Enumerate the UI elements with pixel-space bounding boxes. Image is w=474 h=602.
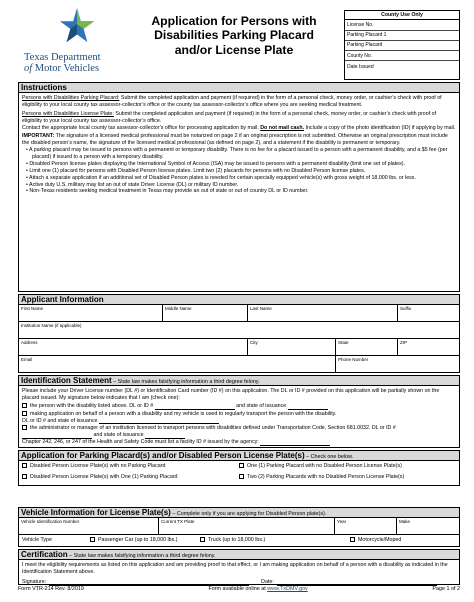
checkbox-plates-no-placard[interactable]	[22, 463, 27, 468]
email-field[interactable]: Email	[19, 356, 336, 372]
bullet-item: • Non-Texas residents seeking medical treatment in Texas may provide an out of state or out of country DL or ID number.	[26, 188, 309, 195]
identification-facility-line: Chapter 242, 246, or 247 of the Health and Safety Code must list a facility ID # issued by the agency:	[22, 439, 456, 446]
agency-name-line1: Texas Department	[24, 52, 101, 63]
date-label: Date:	[261, 578, 274, 585]
identification-option-behalf: making application on behalf of a person with a disability and my vehicle is used to regularly transport the person with the disability.	[22, 411, 456, 418]
county-field-placard-1[interactable]: Parking Placard 1	[345, 31, 459, 41]
certification-signature-row	[22, 579, 456, 586]
option-plates-one-placard[interactable]: Disabled Person License Plate(s) with One (1) Parking Placard	[22, 474, 239, 483]
checkbox-motorcycle[interactable]	[350, 537, 355, 542]
certification-body	[18, 560, 460, 585]
vehicle-type-truck[interactable]: Truck (up to 18,000 lbs.)	[200, 537, 350, 543]
vehicle-type-label: Vehicle Type	[22, 537, 52, 544]
institution-name-field[interactable]: Institution Name (if applicable)	[21, 323, 82, 328]
certification-heading: Certification – State law makes falsifying information a third degree felony.	[18, 549, 460, 560]
checkbox-plates-one-placard[interactable]	[22, 474, 27, 479]
vehicle-grid	[18, 518, 460, 547]
applicant-heading: Applicant Information	[18, 294, 460, 305]
county-field-date-issued[interactable]: Date Issued	[347, 63, 374, 70]
bullet-item: • Disabled Person license plates displaying the International Symbol of Access (ISA) may be issued to persons with a permanent disability (limit one set of plates).	[26, 160, 406, 167]
identification-option-institution: the administrator or manager of an institution licensed to transport persons with disabilities defined under Transportation Code, Section 681.0032. DL or ID # and state of issuance	[22, 425, 456, 439]
year-field[interactable]: Year	[335, 518, 397, 534]
instructions-heading: Instructions	[18, 82, 460, 93]
form-page	[14, 6, 463, 598]
option-two-placards-no-plates[interactable]: Two (2) Parking Placards with no Disabled Person License Plate(s)	[239, 474, 456, 483]
certification-text: I meet the eligibility requirements as listed on this application and am providing proof to that effect, or I am making application on behalf of a person with a disability as indicated in the Identification Statement above.	[22, 562, 448, 575]
placard-application-heading: Application for Parking Placard(s) and/or Disabled Person License Plate(s) – Check one below.	[18, 450, 460, 461]
applicant-grid	[18, 305, 460, 373]
instructions-bullet-list	[26, 147, 456, 195]
checkbox-behalf[interactable]	[22, 411, 27, 416]
online-note: Form available online at www.TxDMV.gov	[208, 586, 308, 592]
date-input[interactable]	[277, 579, 437, 586]
option-plates-no-placard[interactable]: Disabled Person License Plate(s) with no Parking Placard	[22, 463, 239, 472]
checkbox-passenger-car[interactable]	[90, 537, 95, 542]
form-number: Form VTR-214 Rev. 8/2019	[18, 586, 84, 592]
checkbox-two-placards[interactable]	[239, 474, 244, 479]
middle-name-field[interactable]: Middle Name	[163, 305, 248, 321]
identification-option-self: the person with the disability listed above. DL or ID # and state of issuance	[22, 403, 456, 410]
bullet-item: • A parking placard may be issued to persons with a permanent or temporary disability. There is no fee for a placard issued to a person with a permanent disability, and a $5 fee (per placard) if issued to a person with a temporary disability.	[26, 147, 448, 160]
county-field-license-no[interactable]: License No.	[345, 20, 459, 30]
behalf-dl-input[interactable]	[99, 423, 219, 424]
identification-intro: Please include your Driver License number (DL #) or Identification Card number (ID #) on this application. The DL or ID # provided on this application will be partially shown on the placard issued. My signature below indicates that I am (check one):	[22, 388, 440, 401]
bullet-item: • Attach a separate application if an additional set of Disabled Person plates is needed for certain specially equipped vehicle(s) with gross weight of 18,000 lbs. or less.	[26, 174, 416, 181]
txdmv-logo	[18, 8, 128, 78]
identification-heading: Identification Statement – State law makes falsifying information a third degree felony.	[18, 375, 460, 386]
city-field[interactable]: City	[248, 339, 336, 355]
make-field[interactable]: Make	[399, 519, 411, 524]
current-plate-field[interactable]: Current TX Plate	[159, 518, 335, 534]
instructions-body	[18, 93, 460, 292]
instructions-mail-paragraph: Contact the appropriate local county tax assessor-collector’s office for processing application by mail. Do not mail cash. Include a copy of the photo identification (ID) if applying by mail.	[22, 124, 456, 131]
vin-field[interactable]: Vehicle Identification Number	[19, 518, 159, 534]
instructions-plate-paragraph: Persons with Disabilities License Plate: Submit the completed application and payment (if required) in the form of a personal check, money order, or cashier’s check with proof of eligibility to your local county tax assessor-collector’s office.	[22, 110, 437, 124]
bullet-item: • Active duty U.S. military may list an out of state Driver License (DL) or military ID number.	[26, 181, 239, 188]
self-dl-id-input[interactable]	[155, 409, 235, 410]
instructions-placard-paragraph: Persons with Disabilities Parking Placard: Submit the completed application and payment (if required) in the form of a personal check, money order, or cashier’s check with proof of eligibility to your local county tax assessor-collector’s office or the county tax assessor-collector’s office where you are seeking medical treatment.	[22, 95, 442, 108]
facility-id-input[interactable]	[260, 445, 330, 446]
checkbox-self[interactable]	[22, 403, 27, 408]
vehicle-heading: Vehicle Information for License Plate(s) – Complete only if you are applying for Disabled Person plate(s).	[18, 507, 460, 518]
address-field[interactable]: Address	[19, 339, 248, 355]
signature-input[interactable]	[49, 579, 249, 586]
first-name-field[interactable]: First Name	[19, 305, 163, 321]
agency-name-line2: of Motor Vehicles	[24, 63, 100, 74]
bullet-item: • Limit one (1) placard for persons with Disabled Person license plates. Limit two (2) placards for persons with no Disabled Person license plates.	[26, 167, 366, 174]
page-footer	[18, 586, 460, 592]
county-use-title: County Use Only	[345, 11, 459, 20]
checkbox-institution[interactable]	[22, 425, 27, 430]
txdmv-link[interactable]: www.TxDMV.gov	[267, 586, 308, 592]
checkbox-truck[interactable]	[200, 537, 205, 542]
phone-field[interactable]: Phone Number	[338, 357, 369, 362]
placard-application-options	[18, 461, 460, 486]
county-use-box	[344, 10, 460, 80]
checkbox-one-placard[interactable]	[239, 463, 244, 468]
star-logo-icon	[58, 8, 96, 44]
last-name-field[interactable]: Last Name	[248, 305, 398, 321]
state-field[interactable]: State	[336, 339, 398, 355]
option-one-placard-no-plates[interactable]: One (1) Parking Placard with no Disabled Person License Plate(s)	[239, 463, 456, 472]
form-title: Application for Persons with Disabilities Parking Placard and/or License Plate	[151, 14, 317, 57]
self-state-input[interactable]	[288, 409, 328, 410]
vehicle-type-passenger[interactable]: Passenger Car (up to 18,000 lbs.)	[90, 537, 200, 543]
county-field-placard[interactable]: Parking Placard	[345, 41, 459, 51]
instructions-important-paragraph: IMPORTANT: The signature of a licensed medical professional must be notarized on page 2 if an original prescription is not submitted. Otherwise an original prescription must include the disabled person’s name, the signature of the licensed medical professional (as defined on page 2), and a statement if the disability is permanent or temporary.	[22, 133, 448, 147]
zip-field[interactable]: ZIP	[400, 340, 408, 345]
vehicle-type-motorcycle[interactable]: Motorcycle/Moped	[350, 537, 401, 543]
identification-body	[18, 386, 460, 448]
page-number: Page 1 of 2	[432, 586, 460, 592]
signature-label: Signature:	[22, 578, 47, 585]
county-field-county-no[interactable]: County No.	[345, 51, 459, 61]
suffix-field[interactable]: Suffix	[400, 306, 412, 311]
identification-option-behalf-dl: DL or ID # and state of issuance	[22, 418, 456, 425]
